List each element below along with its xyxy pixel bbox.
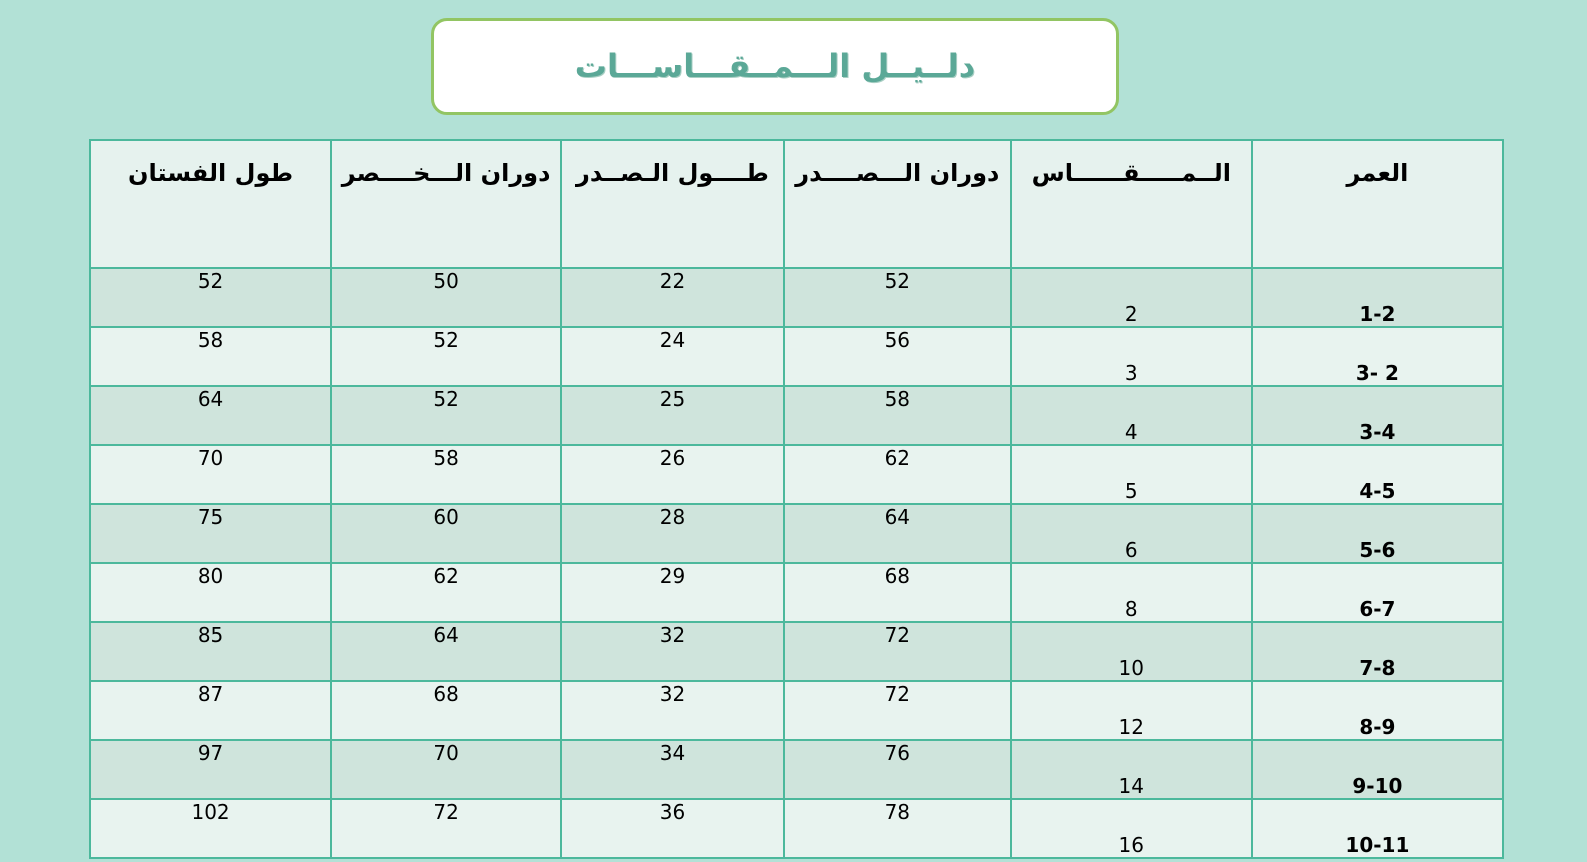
dress-length-cell: 70	[90, 445, 331, 504]
page-title: دلــيــل الـــمــقـــاســـات	[574, 46, 976, 85]
table-header-row	[90, 140, 1503, 268]
age-cell: 8-9	[1252, 681, 1503, 740]
dress-length-cell: 87	[90, 681, 331, 740]
chest-circumference-cell: 64	[784, 504, 1011, 563]
size-cell: 4	[1011, 386, 1252, 445]
chest-length-cell: 24	[561, 327, 784, 386]
chest-circumference-cell: 68	[784, 563, 1011, 622]
header-chest-length: طــــول الـصــدر	[561, 140, 784, 268]
dress-length-cell: 75	[90, 504, 331, 563]
age-cell: 7-8	[1252, 622, 1503, 681]
table-row	[90, 799, 1503, 858]
waist-circumference-cell: 52	[331, 327, 561, 386]
size-cell: 16	[1011, 799, 1252, 858]
chest-length-cell: 22	[561, 268, 784, 327]
header-waist-circumference: دوران الـــخــــصر	[331, 140, 561, 268]
dress-length-cell: 85	[90, 622, 331, 681]
table-row	[90, 681, 1503, 740]
size-cell: 2	[1011, 268, 1252, 327]
waist-circumference-cell: 58	[331, 445, 561, 504]
size-cell: 8	[1011, 563, 1252, 622]
chest-length-cell: 32	[561, 681, 784, 740]
size-cell: 10	[1011, 622, 1252, 681]
chest-circumference-cell: 78	[784, 799, 1011, 858]
table-body	[90, 268, 1503, 858]
waist-circumference-cell: 68	[331, 681, 561, 740]
chest-length-cell: 25	[561, 386, 784, 445]
title-box	[431, 18, 1119, 115]
age-cell: 3-4	[1252, 386, 1503, 445]
dress-length-cell: 97	[90, 740, 331, 799]
size-cell: 5	[1011, 445, 1252, 504]
chest-length-cell: 28	[561, 504, 784, 563]
chest-length-cell: 29	[561, 563, 784, 622]
dress-length-cell: 64	[90, 386, 331, 445]
dress-length-cell: 102	[90, 799, 331, 858]
age-cell: 9-10	[1252, 740, 1503, 799]
header-age: العمر	[1252, 140, 1503, 268]
age-cell: 4-5	[1252, 445, 1503, 504]
table-row	[90, 563, 1503, 622]
age-cell: 10-11	[1252, 799, 1503, 858]
chest-length-cell: 32	[561, 622, 784, 681]
table-row	[90, 386, 1503, 445]
chest-circumference-cell: 76	[784, 740, 1011, 799]
chest-circumference-cell: 52	[784, 268, 1011, 327]
table-row	[90, 445, 1503, 504]
size-cell: 3	[1011, 327, 1252, 386]
age-cell: 1-2	[1252, 268, 1503, 327]
table-row	[90, 622, 1503, 681]
chest-length-cell: 34	[561, 740, 784, 799]
age-cell: 6-7	[1252, 563, 1503, 622]
header-size: الــمـــــقــــــاس	[1011, 140, 1252, 268]
chest-circumference-cell: 72	[784, 622, 1011, 681]
table-row	[90, 740, 1503, 799]
dress-length-cell: 80	[90, 563, 331, 622]
table-row	[90, 327, 1503, 386]
chest-circumference-cell: 56	[784, 327, 1011, 386]
size-cell: 14	[1011, 740, 1252, 799]
age-cell: 5-6	[1252, 504, 1503, 563]
waist-circumference-cell: 62	[331, 563, 561, 622]
waist-circumference-cell: 72	[331, 799, 561, 858]
table-row	[90, 504, 1503, 563]
size-cell: 12	[1011, 681, 1252, 740]
size-cell: 6	[1011, 504, 1252, 563]
dress-length-cell: 52	[90, 268, 331, 327]
chest-length-cell: 36	[561, 799, 784, 858]
waist-circumference-cell: 50	[331, 268, 561, 327]
header-dress-length: طول الفستان	[90, 140, 331, 268]
chest-circumference-cell: 58	[784, 386, 1011, 445]
age-cell: 2 -3	[1252, 327, 1503, 386]
waist-circumference-cell: 70	[331, 740, 561, 799]
chest-circumference-cell: 62	[784, 445, 1011, 504]
waist-circumference-cell: 64	[331, 622, 561, 681]
chest-circumference-cell: 72	[784, 681, 1011, 740]
header-chest-circumference: دوران الـــصــــدر	[784, 140, 1011, 268]
chest-length-cell: 26	[561, 445, 784, 504]
dress-length-cell: 58	[90, 327, 331, 386]
size-chart-table	[89, 139, 1504, 859]
waist-circumference-cell: 60	[331, 504, 561, 563]
table-row	[90, 268, 1503, 327]
waist-circumference-cell: 52	[331, 386, 561, 445]
